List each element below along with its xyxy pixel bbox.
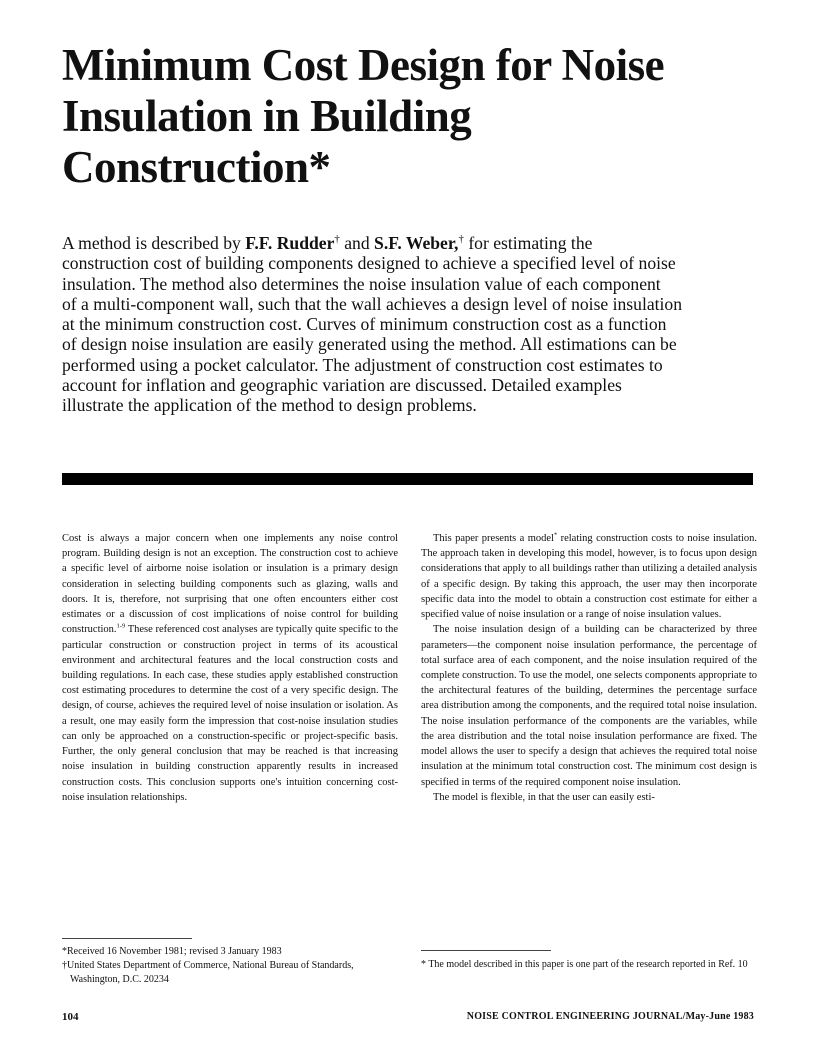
left-paragraph-1-part-b: These referenced cost analyses are typically quite specific to the particular construction or construction project in terms of its acoustical environment and architectural features and the local construction costs and building regulations. In each case, these studies apply established construction cost estimating procedures to determine the cost of a very specific design. The design, of course, achieves the required level of noise insulation or isolation. As a result, one may easily form the impression that cost-noise insulation studies can only be approached on a construction-specific or project-specific basis. Further, the only general conclusion that may be reached is that increasing noise insulation in building construction apparently results in increased construction costs. This conclusion supports one's intuition concerning cost-noise insulation relationships. [62,624,398,803]
title-line-1: Minimum Cost Design for Noise [62,40,665,90]
page-number: 104 [62,1011,79,1023]
author-rudder: F.F. Rudder [245,233,335,253]
abstract-intro-text: A method is described by [62,233,246,253]
model-footnote-mark: * [553,531,558,539]
section-divider-bar [62,473,753,485]
abstract-line-6: of design noise insulation are easily generated using the method. All estimations can be [62,334,677,355]
abstract-and-text: and [339,233,375,253]
right-paragraph-1 [421,531,757,622]
title-line-3: Construction* [62,142,331,192]
abstract-line-5: at the minimum construction cost. Curves of minimum construction cost as a function [62,314,667,335]
author-weber: S.F. Weber, [374,233,459,253]
abstract-line-4: of a multi-component wall, such that the wall achieves a design level of noise insulation [62,293,683,314]
abstract-line-7: performed using a pocket calculator. The adjustment of construction cost estimates to [62,354,663,375]
author-weber-mark: † [458,233,464,246]
right-column [421,531,757,805]
abstract-line-3: insulation. The method also determines the noise insulation value of each component [62,273,661,294]
footnote-received: *Received 16 November 1981; revised 3 January 1983 [62,946,282,957]
right-paragraph-2: The noise insulation design of a building can be characterized by three parameters—the component noise insulation performance, the percentage of total surface area of each component, and the noise insulation required of the complete construction. To use the model, one selects components appropriate to the architectural features of the building, determines the percentage surface area distribution among the components, and the required total noise insulation. The noise insulation performance of the components are the variables, while the area distribution and the total noise insulation performance are fixed. The model allows the user to specify a design that achieves the required total noise insulation at the minimum total construction cost. The minimum cost design is specified in terms of the required component noise insulation. [421,624,757,788]
abstract-line-1 [62,233,762,253]
abstract-line-8: account for inflation and geographic variation are discussed. Detailed examples [62,375,622,396]
footnote-divider-left [62,938,192,939]
footnotes-left [62,945,398,987]
abstract-line-9: illustrate the application of the method to design problems. [62,395,477,416]
footnotes-right [421,958,757,972]
journal-running-footer: NOISE CONTROL ENGINEERING JOURNAL/May-June 1983 [466,1011,754,1022]
article-title [62,40,762,193]
right-paragraph-3: The model is flexible, in that the user can easily esti- [433,791,655,803]
footnote-model: * The model described in this paper is one part of the research reported in Ref. 10 [421,959,748,970]
reference-1-9: 1-9 [116,622,126,630]
right-paragraph-1-part-b: relating construction costs to noise insulation. The approach taken in developing this model, however, is to focus upon design considerations that apply to all buildings rather than utilizing a detailed analysis of a specific design. By taking this approach, the user may then incorporate specific data into the model to obtain a construction cost estimate for either a specified value of noise insulation or a range of noise insulation values. [421,533,757,621]
footnote-affiliation: †United States Department of Commerce, National Bureau of Standards, Washington, D.C. 20234 [62,960,354,985]
abstract-line-2: construction cost of building components designed to achieve a specified level of noise [62,253,676,274]
abstract-line1-end: for estimating the [463,233,593,253]
abstract [62,233,762,416]
author-rudder-mark: † [334,233,340,246]
right-paragraph-1-part-a: This paper presents a model [433,533,554,544]
left-column [62,531,398,805]
left-paragraph-1 [62,531,398,805]
left-paragraph-1-part-a: Cost is always a major concern when one implements any noise control program. Building design is not an exception. The construction cost to achieve a specific level of airborne noise isolation or insulation is a primary design consideration in selecting building components such as glazing, walls and doors. It is, therefore, not surprising that one often encounters either cost estimates or a discussion of cost implications of noise control for building construction. [62,533,398,636]
footnote-divider-right [421,950,551,951]
title-line-2: Insulation in Building [62,91,472,141]
